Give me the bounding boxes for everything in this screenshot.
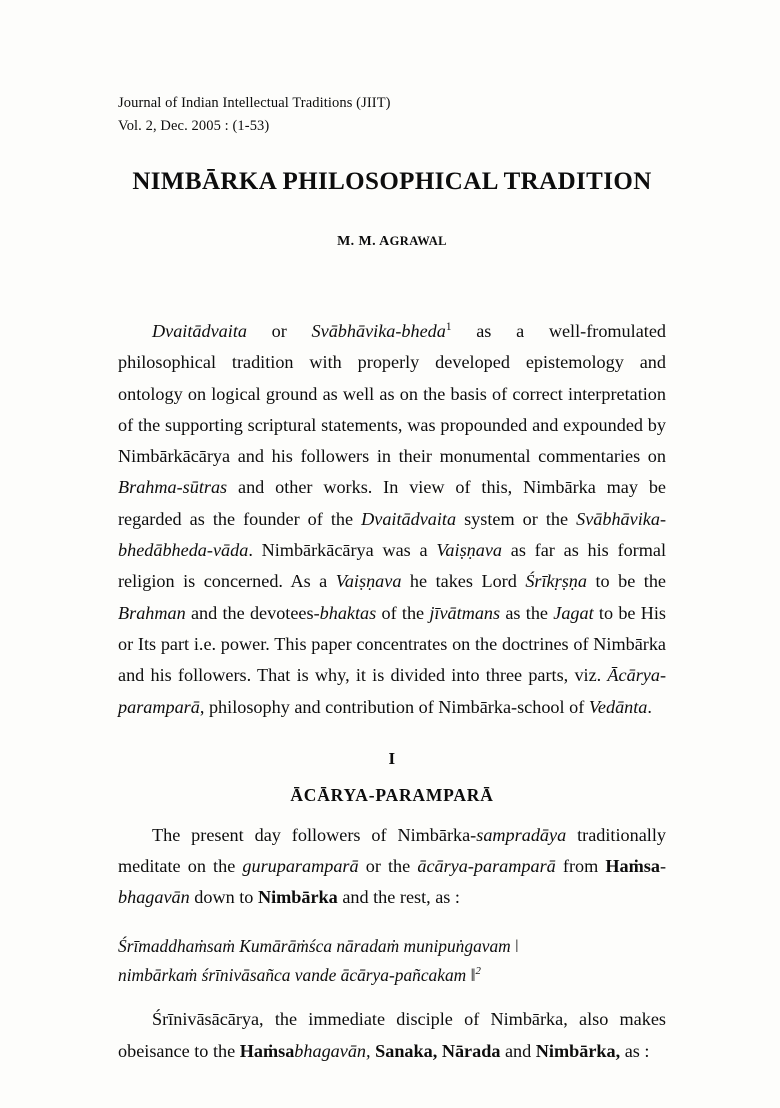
- author-name: M. M. AGRAWAL: [337, 233, 447, 249]
- verse-line-2: nimbārkaṁ śrīnivāsañca vande ācārya-pañcakam $ǁ^2$: [118, 965, 481, 986]
- article-content: [118, 92, 666, 1085]
- section-paragraph-2: Śrīnivāsācārya, the immediate disciple of Nimbārka, also makes obeisance to the Haṁsabhagavān, Sanaka, Nārada and Nimbārka, as :: [118, 1009, 666, 1061]
- abstract-paragraph: [118, 316, 666, 723]
- abstract-text: Dvaitādvaita or Svābhāvika-bheda$^1$ as a well-fromulated philosophical tradition with properly developed epistemology and ontology on logical ground as well as on the basis of correct interpretation of the supporting scriptural statements, was propounded and expounded by Nimbārkācārya and his followers in their monumental commentaries on Brahma-sūtras and other works. In view of this, Nimbārka may be regarded as the founder of the Dvaitādvaita system or the Svābhāvika-bhedābheda-vāda. Nimbārkācārya was a Vaiṣṇava as far as his formal religion is concerned. As a Vaiṣṇava he takes Lord Śrīkṛṣṇa to be the Brahman and the devotees-bhaktas of the jīvātmans as the Jagat to be His or Its part i.e. power. This paper concentrates on the doctrines of Nimbārka and his followers. That is why, it is divided into three parts, viz. Ācārya-paramparā, philosophy and contribution of Nimbārka-school of Vedānta.: [118, 320, 667, 717]
- section-heading: ĀCĀRYA-PARAMPARĀ: [290, 784, 494, 805]
- verse-block: [118, 932, 666, 990]
- journal-name: Journal of Indian Intellectual Traditions (JIIT): [118, 95, 391, 111]
- verse-line-1: Śrīmaddhaṁsaṁ Kumārāṁśca nāradaṁ munipuṅgavam ǀ: [118, 935, 519, 956]
- page-title: NIMBĀRKA PHILOSOPHICAL TRADITION: [132, 167, 652, 195]
- section-number: I: [388, 748, 396, 768]
- section-paragraph-1: The present day followers of Nimbārka-sampradāya traditionally meditate on the guruparamparā or the ācārya-paramparā from Haṁsa-bhagavān down to Nimbārka and the rest, as :: [118, 824, 666, 908]
- journal-volume-issue: Vol. 2, Dec. 2005 : (1-53): [118, 118, 270, 135]
